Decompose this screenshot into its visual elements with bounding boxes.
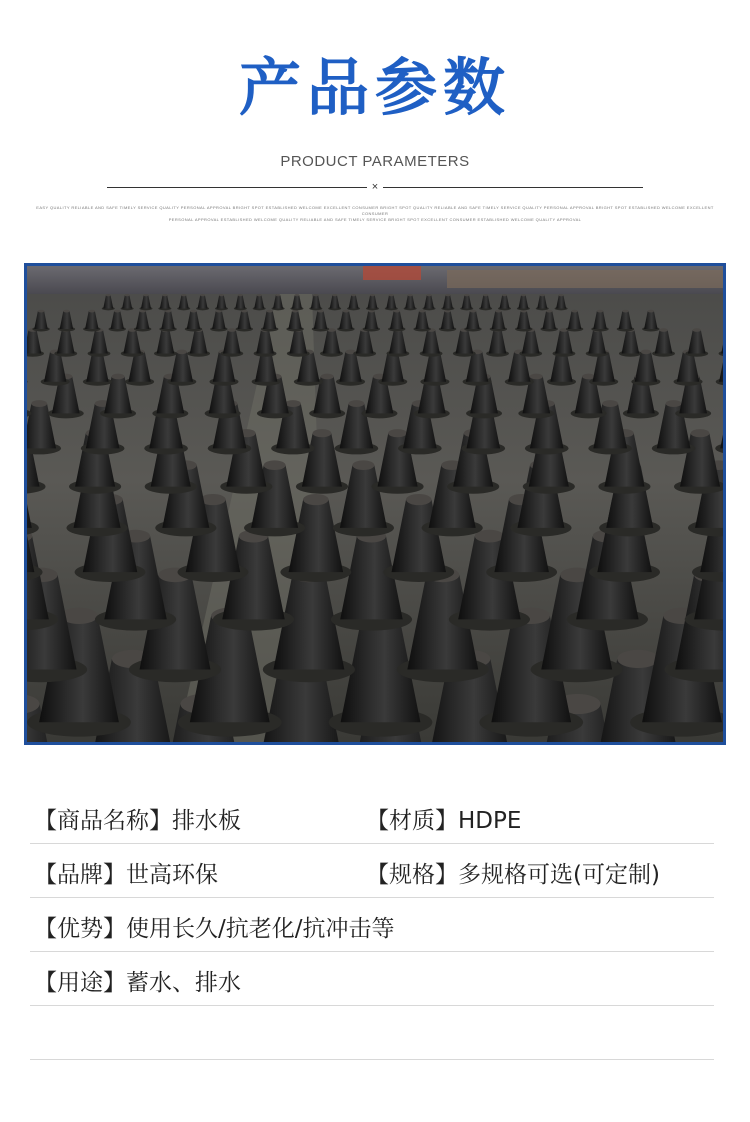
spec-material: 【材质】HDPE (366, 808, 522, 834)
fine-print-line-2: PERSONAL APPROVAL ESTABLISHED WELCOME QUALITY RELIABLE AND SAFE TIMELY SERVICE BRIGHT SPOT EXCELLENT CONSUMER ESTABLISHED WELCOME QUALITY APPROVAL (168, 217, 582, 222)
divider-line-right (383, 187, 643, 188)
spec-table (30, 790, 714, 1060)
spec-usage: 【用途】蓄水、排水 (34, 970, 241, 996)
divider-line-left (107, 187, 367, 188)
spec-row (30, 790, 714, 844)
spec-advantage: 【优势】使用长久/抗老化/抗冲击等 (34, 916, 395, 942)
spec-name: 【商品名称】排水板 (34, 808, 241, 834)
divider-mark: × (371, 181, 379, 193)
spec-brand: 【品牌】世高环保 (34, 862, 218, 888)
drainage-board-illustration (27, 266, 723, 742)
spec-row (30, 844, 714, 898)
fine-print (30, 205, 720, 223)
spec-row-empty (30, 1006, 714, 1060)
fine-print-line-1: EASY QUALITY RELIABLE AND SAFE TIMELY SERVICE QUALITY PERSONAL APPROVAL BRIGHT SPOT ESTABLISHED WELCOME EXCELLENT CONSUMER BRIGHT SPOT QUALITY RELIABLE AND SAFE TIMELY SERVICE QUALITY PERSONAL APPROVAL BRIGHT SPOT ESTABLISHED WELCOME EXCELLENT CONSUMER (36, 205, 714, 216)
spec-row (30, 898, 714, 952)
spec-size: 【规格】多规格可选(可定制) (366, 862, 660, 888)
spec-row (30, 952, 714, 1006)
page-title: 产品参数 (238, 51, 511, 124)
product-photo (24, 263, 726, 745)
page-subtitle: PRODUCT PARAMETERS (280, 153, 470, 170)
